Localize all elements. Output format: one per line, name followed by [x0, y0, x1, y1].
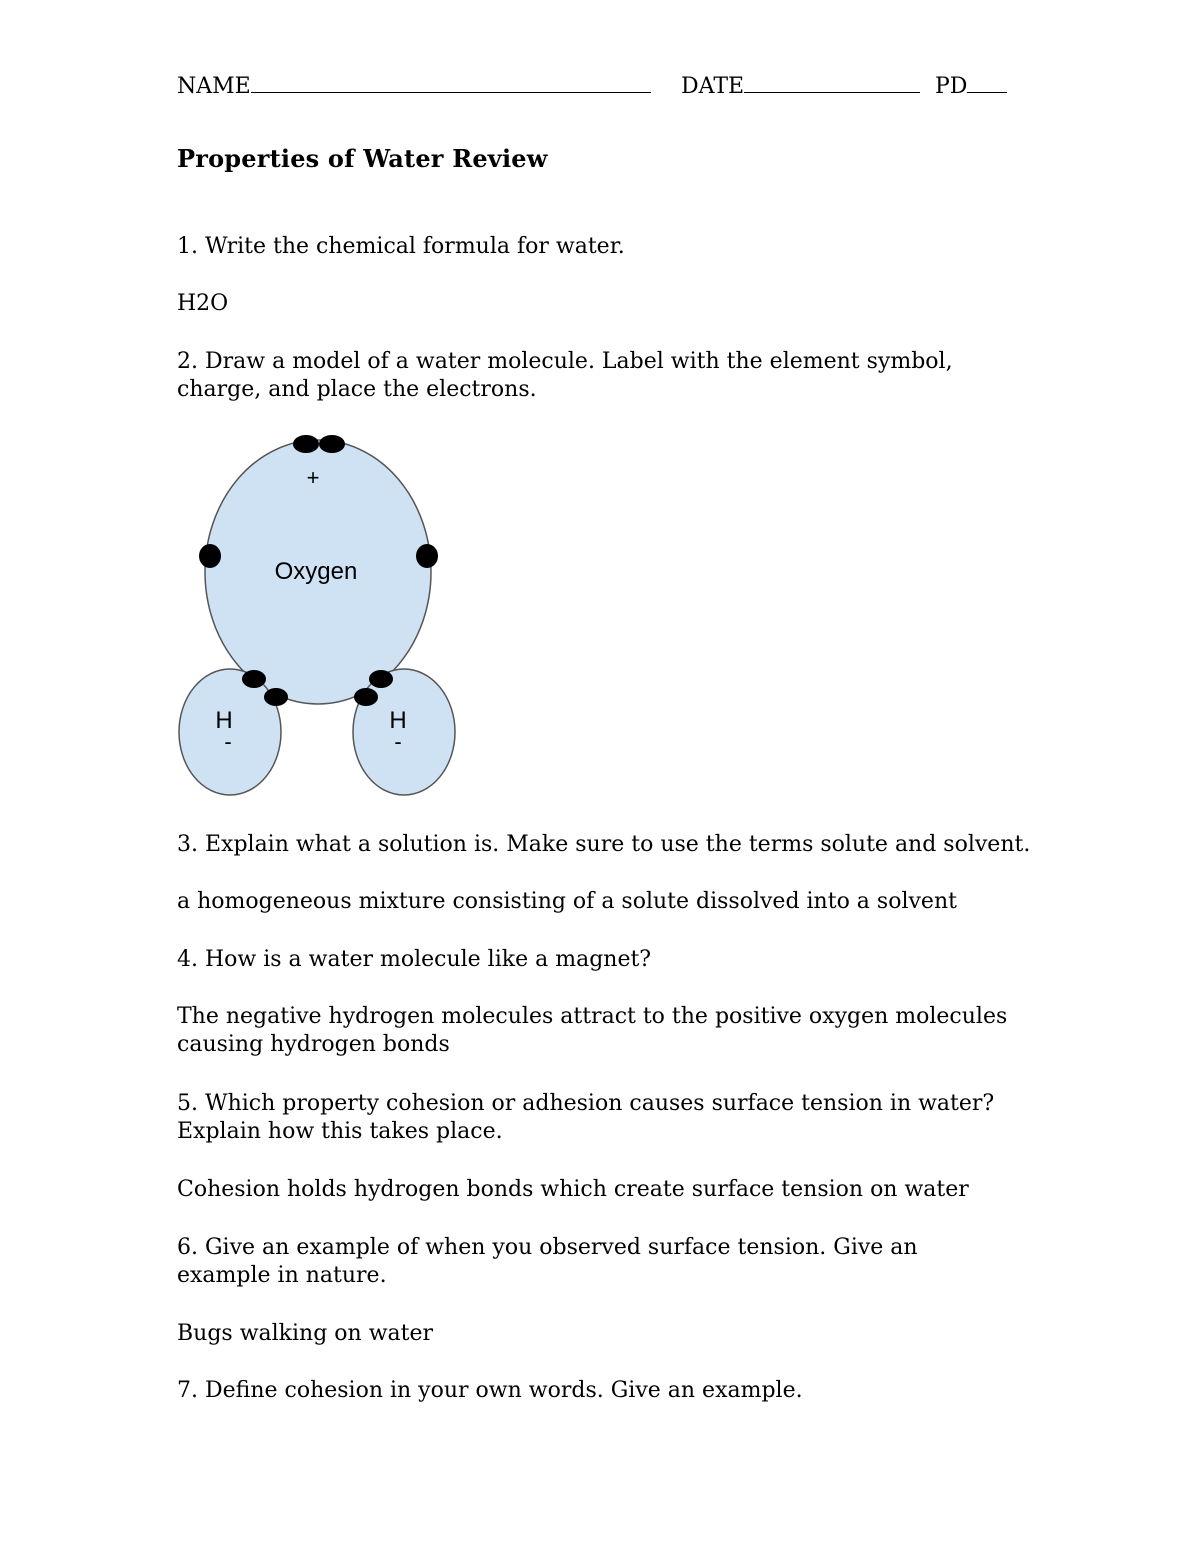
- name-label: NAME: [177, 74, 251, 99]
- water-molecule-diagram: [170, 425, 470, 805]
- oxygen-charge: +: [306, 465, 320, 490]
- electron: [293, 435, 319, 453]
- oxygen-label: Oxygen: [274, 558, 358, 585]
- answer-4: The negative hydrogen molecules attract to the positive oxygen molecules causing hydrogen bonds: [177, 1004, 1008, 1057]
- electron: [242, 670, 266, 688]
- question-2: 2. Draw a model of a water molecule. Label with the element symbol, charge, and place the electrons.: [177, 349, 953, 402]
- electron: [369, 670, 393, 688]
- answer-3: a homogeneous mixture consisting of a solute dissolved into a solvent: [177, 889, 957, 914]
- date-label: DATE: [681, 74, 745, 99]
- date-field[interactable]: [681, 72, 920, 101]
- electron: [319, 435, 345, 453]
- answer-6: Bugs walking on water: [177, 1321, 434, 1346]
- question-6: 6. Give an example of when you observed surface tension. Give an example in nature.: [177, 1235, 918, 1288]
- hydrogen-label-right: H: [389, 707, 407, 734]
- question-4: 4. How is a water molecule like a magnet?: [177, 947, 652, 972]
- electron: [416, 544, 438, 568]
- hydrogen-label-left: H: [215, 707, 233, 734]
- electron: [199, 544, 221, 568]
- electron: [354, 688, 378, 706]
- question-5: 5. Which property cohesion or adhesion causes surface tension in water? Explain how this takes place.: [177, 1091, 995, 1144]
- hydrogen-charge-left: -: [224, 729, 232, 754]
- period-field[interactable]: [935, 72, 1007, 101]
- period-blank[interactable]: [967, 72, 1007, 93]
- name-blank[interactable]: [251, 72, 651, 93]
- date-blank[interactable]: [744, 72, 920, 93]
- name-field[interactable]: [177, 72, 651, 101]
- period-label: PD: [935, 74, 968, 99]
- question-7: 7. Define cohesion in your own words. Give an example.: [177, 1378, 803, 1403]
- answer-5: Cohesion holds hydrogen bonds which create surface tension on water: [177, 1177, 969, 1202]
- question-1: 1. Write the chemical formula for water.: [177, 234, 625, 259]
- electron: [264, 688, 288, 706]
- hydrogen-charge-right: -: [394, 729, 402, 754]
- page-title: Properties of Water Review: [177, 144, 548, 173]
- question-3: 3. Explain what a solution is. Make sure to use the terms solute and solvent.: [177, 832, 1031, 857]
- answer-1: H2O: [177, 291, 229, 316]
